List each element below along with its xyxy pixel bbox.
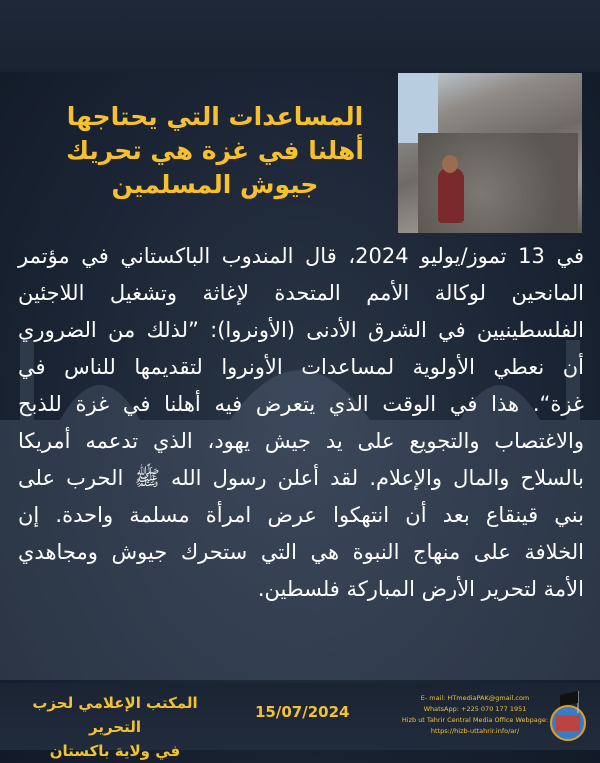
media-office-name — [20, 691, 210, 763]
headline — [60, 100, 370, 202]
webpage-link[interactable]: https://hizb-uttahrir.info/ar/ — [430, 727, 520, 735]
headline-line: أهلنا في غزة هي تحريك — [66, 136, 364, 165]
whatsapp: WhatsApp: +225 070 177 1951 — [423, 705, 527, 713]
body-line: بني قينقاع بعد أن انتهكوا عرض امرأة مسلمة واحدة. إن — [18, 503, 584, 527]
article-body — [18, 238, 584, 608]
body-line: والاغتصاب والتجويع على يد جيش يهود، الذي تدعمه أمريكا — [18, 429, 584, 453]
body-line: الخلافة على منهاج النبوة هي التي ستحرك جيوش ومجاهدي — [18, 540, 584, 564]
body-line: بالسلاح والمال والإعلام. لقد أعلن رسول الله ﷺ الحرب على — [18, 466, 584, 490]
body-line: أن نعطي الأولوية لمساعدات الأونروا لتقديمها للناس في — [18, 355, 584, 379]
gaza-rubble-photo — [398, 73, 582, 233]
contact-info — [400, 693, 550, 737]
webpage-label: Hizb ut Tahrir Central Media Office Webpage: — [401, 716, 549, 724]
media-office-logo — [548, 689, 588, 743]
office-line: المكتب الإعلامي لحزب التحرير — [32, 694, 198, 736]
headline-line: المساعدات التي يحتاجها — [66, 102, 364, 131]
email: E- mail: HTmediaPAK@gmail.com — [420, 694, 530, 702]
publish-date: 15/07/2024 — [255, 703, 350, 721]
footer — [0, 683, 600, 760]
office-line: في ولاية باكستان — [49, 742, 181, 760]
body-line: غزة“. هذا في الوقت الذي يتعرض فيه أهلنا في غزة للذبح — [18, 392, 584, 416]
body-line: الأمة لتحرير الأرض المباركة فلسطين. — [257, 577, 584, 601]
body-line: الفلسطينيين في الشرق الأدنى (الأونروا): ”لذلك من الضروري — [18, 318, 584, 342]
body-line: المانحين لوكالة الأمم المتحدة لإغاثة وتشغيل اللاجئين — [18, 281, 584, 305]
body-line: في 13 تموز/يوليو 2024، قال المندوب الباكستاني في مؤتمر — [18, 244, 584, 268]
top-band — [0, 0, 600, 72]
headline-line: جيوش المسلمين — [111, 170, 319, 199]
